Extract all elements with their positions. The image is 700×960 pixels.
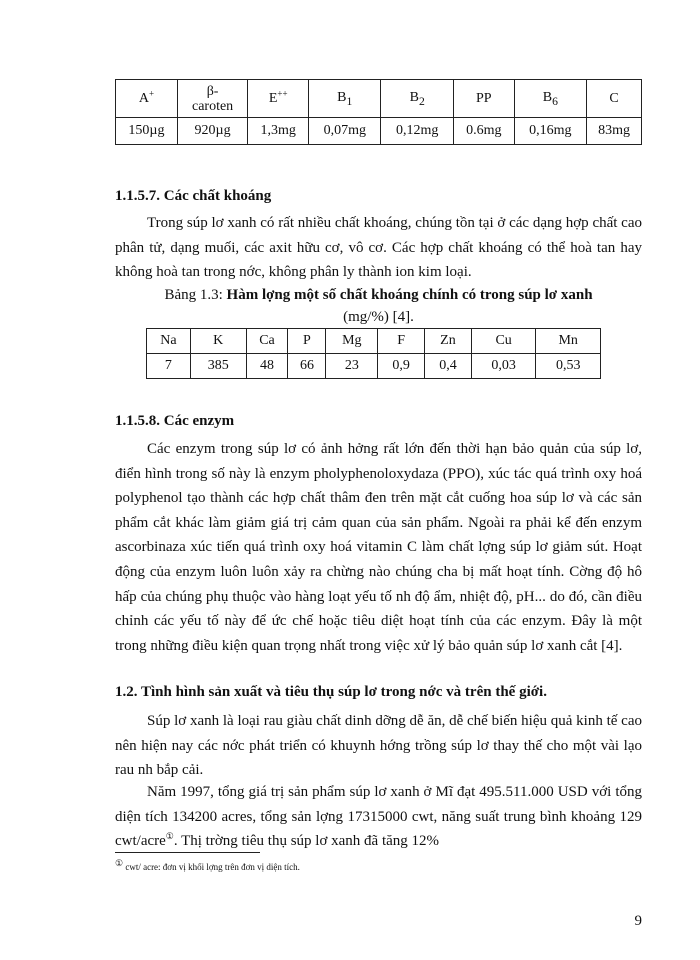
- header-cell: Ca: [246, 329, 288, 354]
- header-cell-e: E++: [248, 80, 309, 118]
- table-cell: 7: [147, 354, 191, 379]
- table-cell: 66: [288, 354, 326, 379]
- table-header-row: [116, 80, 642, 118]
- header-cell-b2: $B_2$: [381, 80, 453, 118]
- paragraph-production-1: Súp lơ xanh là loại rau giàu chất dinh dỡng dễ ăn, dễ chế biến hiệu quả kinh tế cao nên hiện nay các nớc phát triển có khuynh hớng trồng súp lơ thay thế cho một vài lạo rau nh bắp cải.: [115, 713, 642, 779]
- caption-label: Bảng 1.3:: [164, 287, 223, 303]
- header-cell-c: C: [587, 80, 642, 118]
- table-cell: 0,16mg: [514, 118, 586, 145]
- paragraph-minerals: Trong súp lơ xanh có rất nhiều chất khoáng, chúng tồn tại ở các dạng hợp chất cao phân tử, dạng muối, các axit hữu cơ, vô cơ. Các hợp chất khoáng có thể hoà tan hay không hoà tan trong nớc, không phân ly thành ion kim loại.: [115, 215, 642, 281]
- section-heading-minerals: 1.1.5.7. Các chất khoáng: [115, 188, 272, 204]
- table-cell: 1,3mg: [248, 118, 309, 145]
- paragraph-enzymes: Các enzym trong súp lơ có ảnh hởng rất lớn đến thời hạn bảo quản của súp lơ, điển hình trong số này là enzym pholyphenoloxydaza (PPO), xúc tác quá trình oxy hoá polyphenol tạo thành các hợp chất thâm đen trên mặt cắt cuống hoa súp lơ và các sản phẩm cắt khác làm giảm giá trị cảm quan của sản phẩm. Ngoài ra phải kể đến enzym ascorbinaza xúc tiến quá trình oxy hoá vitamin C làm chất lợng súp lơ giảm sút. Hoạt động của enzym luôn luôn xảy ra chừng nào chúng cha bị mất hoạt tính. Cờng độ hô hấp của chúng phụ thuộc vào hàng loạt yếu tố nh độ ẩm, nhiệt độ, pH... do đó, cần điều chỉnh các yếu tố này để ức chế hoặc tiêu diệt hoạt tính của các enzym. Đây là một trong những điều kiện quan trọng nhất trong việc xử lý bảo quản súp lơ xanh cắt [4].: [115, 441, 642, 654]
- paragraph-production-2: Năm 1997, tổng giá trị sản phẩm súp lơ xanh ở Mĩ đạt 495.511.000 USD với tổng diện tích 134200 acres, tổng sản lợng 17315000 cwt, năng suất trung bình khoảng 129 cwt/acre①. Thị trờng tiêu thụ súp lơ xanh đã tăng 12%: [115, 784, 642, 850]
- table-header-row: [147, 329, 601, 354]
- mineral-table: [146, 328, 601, 379]
- header-cell: Cu: [471, 329, 536, 354]
- table-cell: 0,12mg: [381, 118, 453, 145]
- table-cell: 0,07mg: [309, 118, 381, 145]
- header-cell: Na: [147, 329, 191, 354]
- table-cell: 0,4: [425, 354, 472, 379]
- header-cell: Zn: [425, 329, 472, 354]
- header-cell: Mg: [326, 329, 378, 354]
- header-cell-a: A+: [116, 80, 178, 118]
- vitamin-table: [115, 79, 642, 145]
- header-cell-b1: $B_1$: [309, 80, 381, 118]
- header-cell: Mn: [536, 329, 601, 354]
- header-cell-b6: $B_6$: [514, 80, 586, 118]
- caption-unit: (mg/%) [4].: [343, 309, 414, 325]
- table-cell: 385: [190, 354, 246, 379]
- table-cell: 0.6mg: [453, 118, 514, 145]
- section-heading-production: 1.2. Tình hình sản xuất và tiêu thụ súp lơ trong nớc và trên thế giới.: [115, 684, 547, 700]
- page-number: 9: [634, 913, 642, 929]
- table-cell: 83mg: [587, 118, 642, 145]
- caption-title: Hàm lợng một số chất khoáng chính có trong súp lơ xanh: [226, 287, 593, 303]
- table-cell: 0,9: [378, 354, 425, 379]
- footnote-divider: [115, 852, 260, 853]
- table-row: [147, 354, 601, 379]
- table-caption: [115, 284, 642, 328]
- header-cell: P: [288, 329, 326, 354]
- table-row: [116, 118, 642, 145]
- table-cell: 150µg: [116, 118, 178, 145]
- table-cell: 920µg: [177, 118, 247, 145]
- header-cell: F: [378, 329, 425, 354]
- section-heading-enzymes: 1.1.5.8. Các enzym: [115, 413, 235, 429]
- table-cell: 0,03: [471, 354, 536, 379]
- header-cell-pp: PP: [453, 80, 514, 118]
- footnote: ① cwt/ acre: đơn vị khối lợng trên đơn vị diện tích.: [115, 858, 300, 872]
- header-cell: K: [190, 329, 246, 354]
- table-cell: 0,53: [536, 354, 601, 379]
- header-cell-beta-caroten: β- caroten: [177, 80, 247, 118]
- table-cell: 23: [326, 354, 378, 379]
- footnote-ref[interactable]: ①: [165, 831, 174, 842]
- table-cell: 48: [246, 354, 288, 379]
